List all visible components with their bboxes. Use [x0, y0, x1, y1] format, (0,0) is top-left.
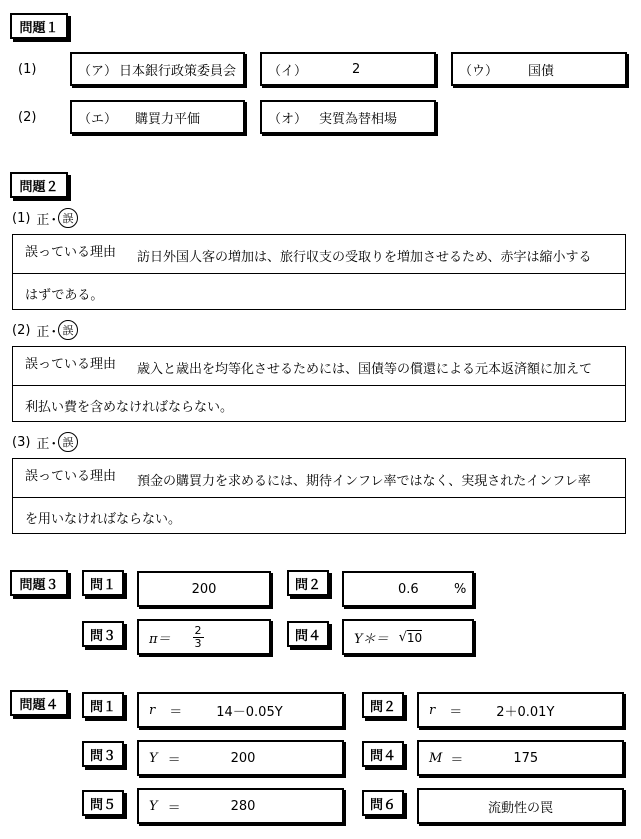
- q2-item3-line1: 預金の購買力を求めるには、期待インフレ率ではなく、実現されたインフレ率: [137, 474, 591, 489]
- q2-item3-wrong-circled: 誤: [58, 432, 78, 452]
- q3-answer-3: [137, 619, 271, 655]
- q4-answer-6: 流動性の罠: [417, 788, 624, 824]
- q4-answer-2-lhs: r: [429, 702, 436, 718]
- q3-tag-2: 問２: [287, 570, 329, 596]
- q4-answer-1-eq: ＝: [169, 704, 183, 720]
- q4-answer-5-lhs: Y: [149, 798, 158, 814]
- q3-tag-3: 問３: [82, 621, 124, 647]
- q3-answer-1: 200: [137, 571, 271, 607]
- q1-tag-a: （ア）: [78, 63, 118, 79]
- q1-row2-label: (2): [18, 110, 37, 125]
- q3-answer-4-lhs: Y＊＝: [354, 631, 389, 647]
- q4-answer-2-rhs: 2＋0.01Y: [496, 704, 555, 720]
- q4-answer-5-rhs: 280: [230, 798, 256, 814]
- q4-answer-3-eq: ＝: [167, 752, 181, 768]
- q1-row1-label: (1): [18, 62, 37, 77]
- q2-item3-reason-box: [12, 458, 626, 534]
- q1-tag-o: （オ）: [268, 111, 308, 127]
- q1-answer-e: [70, 100, 245, 134]
- q1-value-e: 購買力平価: [135, 111, 201, 127]
- q1-answer-a: [70, 52, 245, 86]
- q4-tag-4: 問４: [362, 741, 404, 767]
- q1-tag-u: （ウ）: [459, 63, 499, 79]
- q4-answer-4-lhs: M: [429, 750, 443, 766]
- q3-answer-3-numerator: 2: [194, 623, 202, 637]
- q1-tag-i: （イ）: [268, 63, 308, 79]
- q3-tag-4: 問４: [287, 621, 329, 647]
- q1-value-a: 日本銀行政策委員会: [119, 63, 237, 79]
- q2-item2-judgement: (2) 正 ･ 誤: [12, 320, 78, 340]
- q2-item2-line1: 歳入と歳出を均等化させるためには、国債等の償還による元本返済額に加えて: [137, 362, 593, 377]
- q2-item1-correct: 正: [36, 212, 50, 228]
- q2-item1-line1: 訪日外国人客の増加は、旅行収支の受取りを増加させるため、赤字は縮小する: [137, 250, 592, 265]
- q3-answer-4-radicand: 10: [406, 630, 423, 645]
- q4-tag-3: 問３: [82, 741, 124, 767]
- q3-tag-1: 問１: [82, 570, 124, 596]
- q4-tag-5: 問５: [82, 790, 124, 816]
- q3-answer-3-fraction: [193, 625, 204, 650]
- q2-item2-wrong-circled: 誤: [58, 320, 78, 340]
- q4-answer-1-lhs: r: [149, 702, 156, 718]
- q3-heading: 問題３: [10, 570, 68, 596]
- q3-answer-2-unit: %: [454, 581, 467, 597]
- q3-answer-3-lhs: π＝: [149, 631, 171, 647]
- q2-item1-reason-label: 誤っている理由: [25, 245, 117, 260]
- q4-answer-3: [137, 740, 344, 776]
- q3-answer-4-root-sign: √: [398, 629, 407, 645]
- q2-item3-correct: 正: [36, 436, 50, 452]
- q2-item3-num: (3): [12, 434, 31, 450]
- q1-answer-u: [451, 52, 627, 86]
- q3-answer-2-value: 0.6: [398, 581, 419, 597]
- q4-answer-5-eq: ＝: [167, 800, 181, 816]
- q2-item1-reason-box: [12, 234, 626, 310]
- q2-item2-reason-label: 誤っている理由: [25, 357, 117, 372]
- q2-item3-judgement: (3) 正 ･ 誤: [12, 432, 78, 452]
- q4-answer-1: [137, 692, 344, 728]
- q4-answer-4: [417, 740, 624, 776]
- q2-item2-reason-box: [12, 346, 626, 422]
- q3-answer-2: [342, 571, 474, 607]
- q4-tag-1: 問１: [82, 692, 124, 718]
- q2-item1-line2: はずである。: [25, 288, 104, 303]
- q2-item2-correct: 正: [36, 324, 50, 340]
- q2-item2-line2: 利払い費を含めなければならない。: [25, 400, 234, 415]
- q2-item1-wrong-circled: 誤: [58, 208, 78, 228]
- q4-answer-5: [137, 788, 344, 824]
- q2-item1-num: (1): [12, 210, 31, 226]
- q2-item3-line2: を用いなければならない。: [25, 512, 182, 527]
- q4-tag-6: 問６: [362, 790, 404, 816]
- q4-heading: 問題４: [10, 690, 68, 716]
- q4-answer-3-lhs: Y: [149, 750, 158, 766]
- q1-value-i: 2: [352, 61, 361, 77]
- q4-answer-4-rhs: 175: [513, 750, 539, 766]
- q4-answer-2-eq: ＝: [449, 704, 463, 720]
- q1-answer-o: [260, 100, 436, 134]
- q4-answer-4-eq: ＝: [450, 752, 464, 768]
- q2-item2-num: (2): [12, 322, 31, 338]
- q4-tag-2: 問２: [362, 692, 404, 718]
- q1-tag-e: （エ）: [78, 111, 118, 127]
- q1-value-o: 実質為替相場: [319, 111, 398, 127]
- q1-heading: 問題１: [10, 13, 68, 39]
- q1-value-u: 国債: [528, 63, 555, 79]
- q4-answer-3-rhs: 200: [230, 750, 256, 766]
- q3-answer-3-denominator: 3: [194, 636, 202, 650]
- q4-answer-1-rhs: 14－0.05Y: [216, 704, 283, 720]
- q1-answer-i: [260, 52, 436, 86]
- q4-answer-2: [417, 692, 624, 728]
- q2-item3-reason-label: 誤っている理由: [25, 469, 117, 484]
- q2-heading: 問題２: [10, 172, 68, 198]
- q2-item1-judgement: (1) 正 ･ 誤: [12, 208, 78, 228]
- q3-answer-4: [342, 619, 474, 655]
